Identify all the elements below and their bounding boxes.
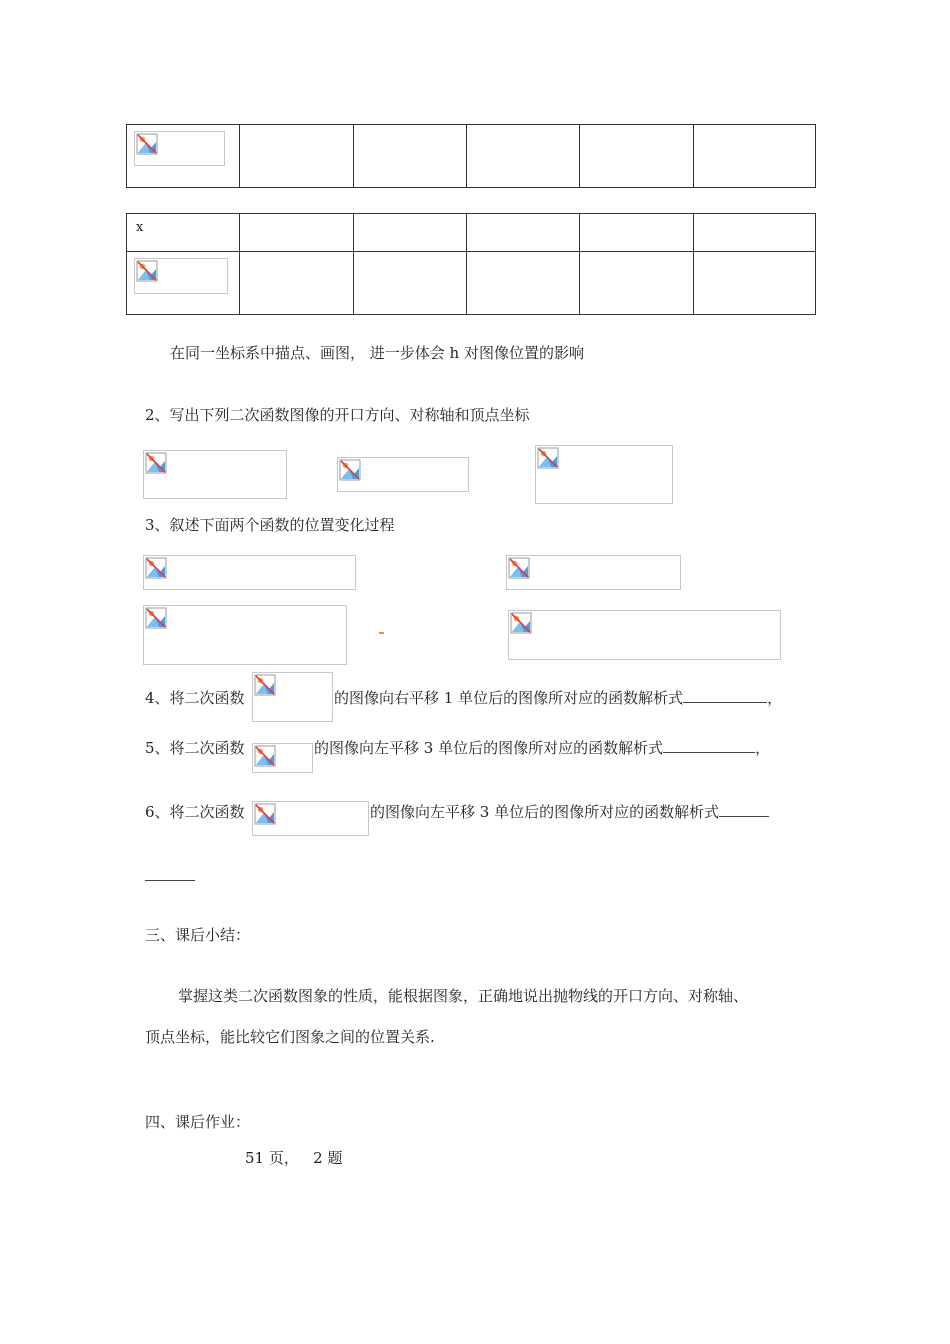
broken-image-icon	[537, 447, 559, 469]
table-row	[127, 214, 816, 252]
broken-image-icon	[145, 607, 167, 629]
table-cell	[354, 252, 467, 315]
broken-image-icon	[254, 745, 276, 767]
broken-image-icon	[254, 803, 276, 825]
instruction-text: 在同一坐标系中描点、画图， 进一步体会 h 对图像位置的影响	[170, 344, 584, 362]
table-cell	[694, 125, 816, 188]
table-cell	[467, 125, 580, 188]
section-4-heading: 四、课后作业：	[145, 1113, 251, 1131]
formula-image	[506, 555, 681, 590]
formula-image	[252, 672, 333, 722]
section-3-heading: 三、课后小结：	[145, 926, 251, 944]
formula-image	[143, 555, 356, 590]
broken-image-icon	[510, 612, 532, 634]
summary-line-1: 掌握这类二次函数图象的性质，能根据图象，正确地说出抛物线的开口方向、对称轴、	[178, 987, 749, 1005]
broken-image-icon	[136, 260, 158, 282]
question-2: 2、写出下列二次函数图像的开口方向、对称轴和顶点坐标	[145, 406, 530, 424]
broken-image-icon	[339, 459, 361, 481]
formula-image	[252, 743, 313, 773]
table-cell	[354, 125, 467, 188]
decorative-dash	[379, 632, 384, 634]
formula-image	[143, 450, 287, 499]
formula-image	[134, 131, 225, 166]
broken-image-icon	[254, 674, 276, 696]
table-cell	[580, 214, 694, 252]
question-4-end: ，	[767, 689, 783, 707]
summary-line-2: 顶点坐标，能比较它们图象之间的位置关系.	[145, 1028, 435, 1046]
homework-text: 51 页， 2 题	[245, 1149, 343, 1167]
table-cell	[694, 214, 816, 252]
value-table-2	[126, 213, 816, 315]
table-row	[127, 125, 816, 188]
table-cell	[580, 125, 694, 188]
answer-blank[interactable]	[663, 738, 755, 753]
answer-blank[interactable]	[683, 688, 767, 703]
formula-image	[252, 801, 369, 836]
table-header-cell: x	[127, 214, 240, 252]
formula-image	[143, 605, 347, 665]
table-cell	[240, 125, 354, 188]
question-6-prefix: 6、将二次函数	[145, 803, 245, 821]
answer-blank-continued[interactable]	[145, 880, 195, 881]
table-cell	[694, 252, 816, 315]
table-row	[127, 252, 816, 315]
question-6-text	[370, 802, 769, 822]
question-4-suffix: 的图像向右平移 1 单位后的图像所对应的函数解析式	[334, 689, 684, 707]
table-cell	[467, 214, 580, 252]
table-cell	[240, 252, 354, 315]
question-3: 3、叙述下面两个函数的位置变化过程	[145, 516, 395, 534]
formula-image	[337, 457, 469, 492]
question-5-prefix: 5、将二次函数	[145, 739, 245, 757]
table-cell	[580, 252, 694, 315]
table-cell	[240, 214, 354, 252]
formula-image	[134, 258, 228, 294]
value-table-1	[126, 124, 816, 188]
question-5-end: ，	[755, 739, 771, 757]
table-cell	[354, 214, 467, 252]
formula-image	[535, 445, 673, 504]
table-cell	[467, 252, 580, 315]
question-6-suffix: 的图像向左平移 3 单位后的图像所对应的函数解析式	[370, 803, 720, 821]
question-5-suffix: 的图像向左平移 3 单位后的图像所对应的函数解析式	[314, 739, 664, 757]
broken-image-icon	[145, 452, 167, 474]
formula-image	[508, 610, 781, 660]
broken-image-icon	[145, 557, 167, 579]
question-4-prefix: 4、将二次函数	[145, 689, 245, 707]
broken-image-icon	[508, 557, 530, 579]
question-4-text	[334, 688, 782, 708]
answer-blank[interactable]	[719, 802, 769, 817]
question-5-text	[314, 738, 770, 758]
broken-image-icon	[136, 133, 158, 155]
